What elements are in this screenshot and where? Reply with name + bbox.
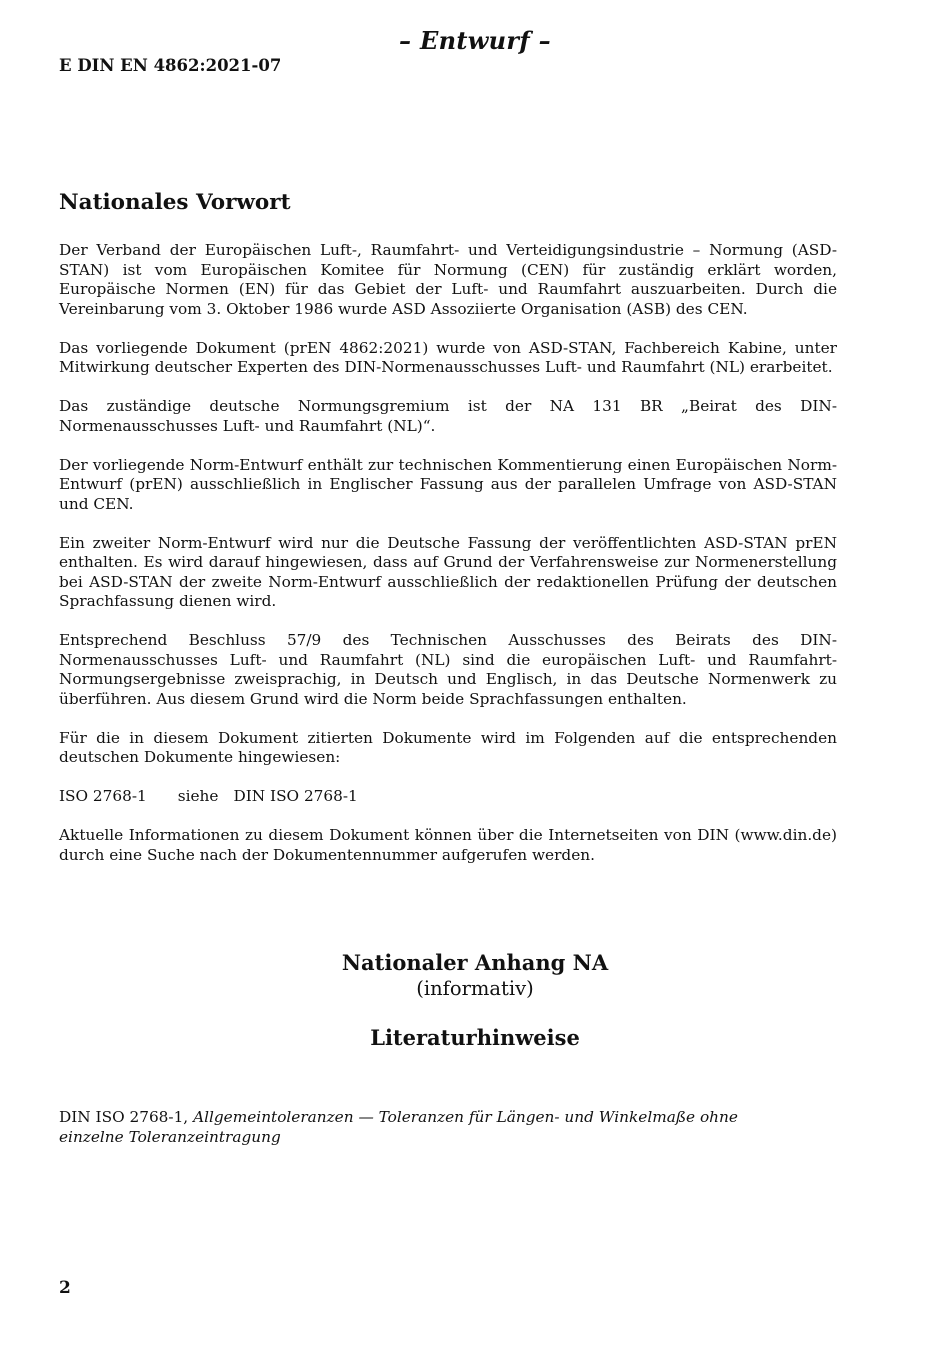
reference-relation: siehe xyxy=(177,787,219,805)
document-id: E DIN EN 4862:2021-07 xyxy=(59,56,282,75)
paragraph: Entsprechend Beschluss 57/9 des Technischen Ausschusses des Beirats des DIN-Normenausschusses Luft- und Raumfahrt (NL) sind die europäischen Luft- und Raumfahrt-Normungsergebnisse zweisprachig, in Deutsch und Englisch, in das Deutsche Normenwerk zu überführen. Aus diesem Grund wird die Norm beide Sprachfassungen enthalten. xyxy=(59,631,837,708)
section-title-foreword: Nationales Vorwort xyxy=(59,190,291,215)
literature-reference xyxy=(59,1108,759,1147)
foreword-body xyxy=(59,241,837,885)
reference-id: DIN ISO 2768-1, xyxy=(59,1108,189,1126)
reference-target: DIN ISO 2768-1 xyxy=(233,787,358,805)
literature-title: Literaturhinweise xyxy=(370,1025,580,1050)
paragraph: Das zuständige deutsche Normungsgremium ist der NA 131 BR „Beirat des DIN-Normenausschusses Luft- und Raumfahrt (NL)“. xyxy=(59,397,837,435)
reference-source: ISO 2768-1 xyxy=(59,787,147,805)
reference-mapping xyxy=(59,787,837,807)
paragraph: Ein zweiter Norm-Entwurf wird nur die Deutsche Fassung der veröffentlichten ASD-STAN prEN enthalten. Es wird darauf hingewiesen, dass auf Grund der Verfahrensweise zur Normenerstellung bei ASD-STAN der zweite Norm-Entwurf ausschließlich der redaktionellen Prüfung der deutschen Sprachfassung dienen wird. xyxy=(59,533,837,610)
page-number: 2 xyxy=(59,1278,71,1298)
paragraph: Der vorliegende Norm-Entwurf enthält zur technischen Kommentierung einen Europäischen Norm-Entwurf (prEN) ausschließlich in Englischer Fassung aus der parallelen Umfrage von ASD-STAN und CEN. xyxy=(59,455,837,513)
annex-title: Nationaler Anhang NA xyxy=(341,950,609,975)
reference-title: Allgemeintoleranzen — Toleranzen für Längen- und Winkelmaße ohne einzelne Toleranzeintragung xyxy=(59,1108,738,1146)
paragraph: Der Verband der Europäischen Luft-, Raumfahrt- und Verteidigungsindustrie – Normung (ASD-STAN) ist vom Europäischen Komitee für Normung (CEN) für zuständig erklärt worden, Europäische Normen (EN) für das Gebiet der Luft- und Raumfahrt auszuarbeiten. Durch die Vereinbarung vom 3. Oktober 1986 wurde ASD Assoziierte Organisation (ASB) des CEN. xyxy=(59,241,837,318)
draft-label: – Entwurf – xyxy=(399,26,551,55)
paragraph: Das vorliegende Dokument (prEN 4862:2021) wurde von ASD-STAN, Fachbereich Kabine, unter Mitwirkung deutscher Experten des DIN-Normenausschusses Luft- und Raumfahrt (NL) erarbeitet. xyxy=(59,338,837,376)
annex-heading xyxy=(0,950,950,1051)
paragraph: Für die in diesem Dokument zitierten Dokumente wird im Folgenden auf die entsprechenden deutschen Dokumente hingewiesen: xyxy=(59,728,837,766)
annex-subtitle: (informativ) xyxy=(416,977,534,1000)
closing-paragraph: Aktuelle Informationen zu diesem Dokument können über die Internetseiten von DIN (www.din.de) durch eine Suche nach der Dokumentennummer aufgerufen werden. xyxy=(59,826,837,864)
